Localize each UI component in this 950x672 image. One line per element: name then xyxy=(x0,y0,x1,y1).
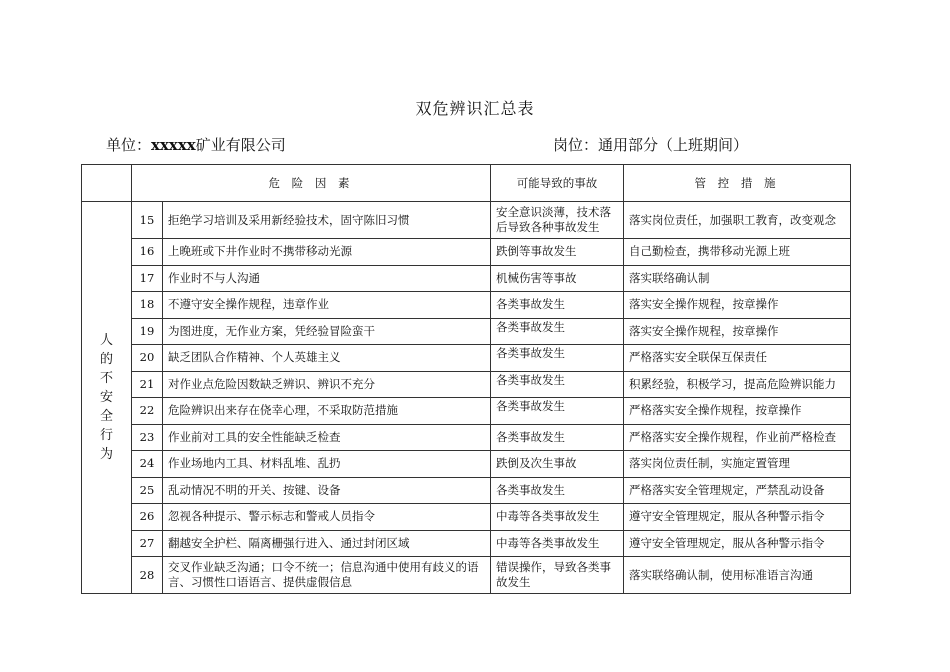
table-row xyxy=(82,424,851,451)
row-number: 18 xyxy=(132,292,163,319)
unit-value: xxxxx xyxy=(151,136,196,154)
category-label: 人的不安全行为 xyxy=(99,333,113,462)
hazard-cell: 不遵守安全操作规程，违章作业 xyxy=(163,292,491,319)
table-row xyxy=(82,265,851,292)
control-cell: 严格落实安全管理规定，严禁乱动设备 xyxy=(624,477,851,504)
accident-cell: 中毒等各类事故发生 xyxy=(491,530,624,557)
row-number: 17 xyxy=(132,265,163,292)
header-control: 管 控 措 施 xyxy=(624,165,851,202)
table-row xyxy=(82,451,851,478)
accident-cell: 各类事故发生 xyxy=(491,424,624,451)
row-number: 26 xyxy=(132,504,163,531)
accident-cell: 机械伤害等事故 xyxy=(491,265,624,292)
hazard-cell: 作业时不与人沟通 xyxy=(163,265,491,292)
row-number: 21 xyxy=(132,371,163,398)
table-row xyxy=(82,557,851,594)
row-number: 20 xyxy=(132,345,163,372)
hazard-table xyxy=(81,164,851,594)
header-accident: 可能导致的事故 xyxy=(491,165,624,202)
accident-cell: 跌倒及次生事故 xyxy=(491,451,624,478)
accident-cell: 各类事故发生 xyxy=(491,477,624,504)
table-header-row xyxy=(82,165,851,202)
control-cell: 落实岗位责任制，实施定置管理 xyxy=(624,451,851,478)
row-number: 19 xyxy=(132,318,163,345)
control-cell: 落实联络确认制，使用标准语言沟通 xyxy=(624,557,851,594)
table-row xyxy=(82,398,851,425)
control-cell: 遵守安全管理规定，服从各种警示指令 xyxy=(624,530,851,557)
table-row xyxy=(82,239,851,266)
hazard-cell: 作业前对工具的安全性能缺乏检查 xyxy=(163,424,491,451)
accident-cell: 各类事故发生 xyxy=(491,345,624,372)
accident-cell: 跌倒等事故发生 xyxy=(491,239,624,266)
document-title: 双危辨识汇总表 xyxy=(415,99,535,118)
unit-label: 单位： xyxy=(106,136,152,154)
row-number: 24 xyxy=(132,451,163,478)
control-cell: 自己勤检查，携带移动光源上班 xyxy=(624,239,851,266)
unit-line xyxy=(106,134,286,155)
header-blank xyxy=(82,165,132,202)
unit-suffix: 矿业有限公司 xyxy=(195,136,286,154)
hazard-cell: 为图进度，无作业方案，凭经验冒险蛮干 xyxy=(163,318,491,345)
table-row xyxy=(82,345,851,372)
control-cell: 落实岗位责任，加强职工教育，改变观念 xyxy=(624,202,851,239)
accident-cell: 各类事故发生 xyxy=(491,292,624,319)
control-cell: 严格落实安全操作规程，按章操作 xyxy=(624,398,851,425)
row-number: 23 xyxy=(132,424,163,451)
hazard-cell: 缺乏团队合作精神、个人英雄主义 xyxy=(163,345,491,372)
table-row xyxy=(82,318,851,345)
table-row xyxy=(82,477,851,504)
row-number: 15 xyxy=(132,202,163,239)
hazard-cell: 上晚班或下井作业时不携带移动光源 xyxy=(163,239,491,266)
table-row xyxy=(82,202,851,239)
accident-cell: 各类事故发生 xyxy=(491,371,624,398)
accident-cell: 各类事故发生 xyxy=(491,398,624,425)
post-line: 岗位：通用部分（上班期间） xyxy=(553,136,749,154)
row-number: 22 xyxy=(132,398,163,425)
row-number: 16 xyxy=(132,239,163,266)
table-row xyxy=(82,371,851,398)
control-cell: 落实联络确认制 xyxy=(624,265,851,292)
control-cell: 落实安全操作规程，按章操作 xyxy=(624,292,851,319)
table-row xyxy=(82,504,851,531)
accident-cell: 中毒等各类事故发生 xyxy=(491,504,624,531)
hazard-cell: 作业场地内工具、材料乱堆、乱扔 xyxy=(163,451,491,478)
table-row xyxy=(82,292,851,319)
hazard-cell: 乱动情况不明的开关、按键、设备 xyxy=(163,477,491,504)
accident-cell: 安全意识淡薄，技术落后导致各种事故发生 xyxy=(491,202,624,239)
control-cell: 落实安全操作规程，按章操作 xyxy=(624,318,851,345)
control-cell: 遵守安全管理规定，服从各种警示指令 xyxy=(624,504,851,531)
row-number: 25 xyxy=(132,477,163,504)
control-cell: 积累经验，积极学习，提高危险辨识能力 xyxy=(624,371,851,398)
hazard-cell: 对作业点危险因数缺乏辨识、辨识不充分 xyxy=(163,371,491,398)
header-hazard: 危 险 因 素 xyxy=(132,165,491,202)
hazard-cell: 危险辨识出来存在侥幸心理，不采取防范措施 xyxy=(163,398,491,425)
hazard-cell: 翻越安全护栏、隔离栅强行进入、通过封闭区域 xyxy=(163,530,491,557)
row-number: 27 xyxy=(132,530,163,557)
hazard-cell: 交叉作业缺乏沟通；口令不统一；信息沟通中使用有歧义的语言、习惯性口语语言、提供虚假信息 xyxy=(163,557,491,594)
control-cell: 严格落实安全联保互保责任 xyxy=(624,345,851,372)
table-row xyxy=(82,530,851,557)
hazard-cell: 忽视各种提示、警示标志和警戒人员指令 xyxy=(163,504,491,531)
category-cell xyxy=(82,202,132,594)
hazard-cell: 拒绝学习培训及采用新经验技术，固守陈旧习惯 xyxy=(163,202,491,239)
control-cell: 严格落实安全操作规程，作业前严格检查 xyxy=(624,424,851,451)
accident-cell: 错误操作，导致各类事故发生 xyxy=(491,557,624,594)
accident-cell: 各类事故发生 xyxy=(491,318,624,345)
row-number: 28 xyxy=(132,557,163,594)
